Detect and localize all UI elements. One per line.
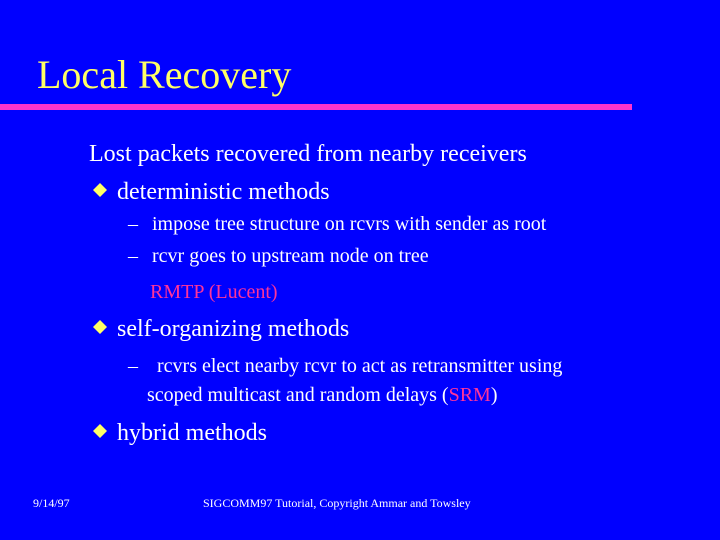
subitem-text-close: ): [490, 384, 498, 406]
dash-icon: –: [128, 355, 138, 377]
bullet-deterministic: [93, 180, 330, 204]
subitem-text: rcvrs elect nearby rcvr to act as retransmitter using: [152, 355, 563, 377]
subitem-impose-tree: [128, 214, 546, 234]
footer-date: 9/14/97: [33, 496, 70, 510]
bullet-label: self-organizing methods: [117, 316, 350, 342]
bullet-label: deterministic methods: [117, 179, 330, 205]
diamond-bullet-icon: [93, 320, 107, 334]
dash-icon: –: [128, 213, 138, 235]
footer-credit: SIGCOMM97 Tutorial, Copyright Ammar and Towsley: [203, 496, 471, 510]
title-underline: [0, 104, 632, 110]
bullet-self-organizing: [93, 317, 349, 341]
bullet-label: hybrid methods: [117, 420, 267, 446]
subitem-rcvr-upstream: [128, 246, 429, 266]
subitem-scoped-multicast: [147, 385, 498, 405]
subitem-text: scoped multicast and random delays (: [147, 384, 449, 406]
slide-title: Local Recovery: [37, 52, 292, 97]
subitem-text: impose tree structure on rcvrs with sender as root: [152, 213, 547, 235]
diamond-bullet-icon: [93, 183, 107, 197]
subitem-rcvrs-elect: [128, 356, 562, 376]
rmtp-note: RMTP (Lucent): [150, 281, 278, 303]
bullet-hybrid: [93, 421, 267, 445]
srm-highlight: SRM: [448, 384, 491, 406]
diamond-bullet-icon: [93, 424, 107, 438]
intro-text: Lost packets recovered from nearby receivers: [89, 141, 527, 167]
dash-icon: –: [128, 245, 138, 267]
subitem-text: rcvr goes to upstream node on tree: [152, 245, 429, 267]
